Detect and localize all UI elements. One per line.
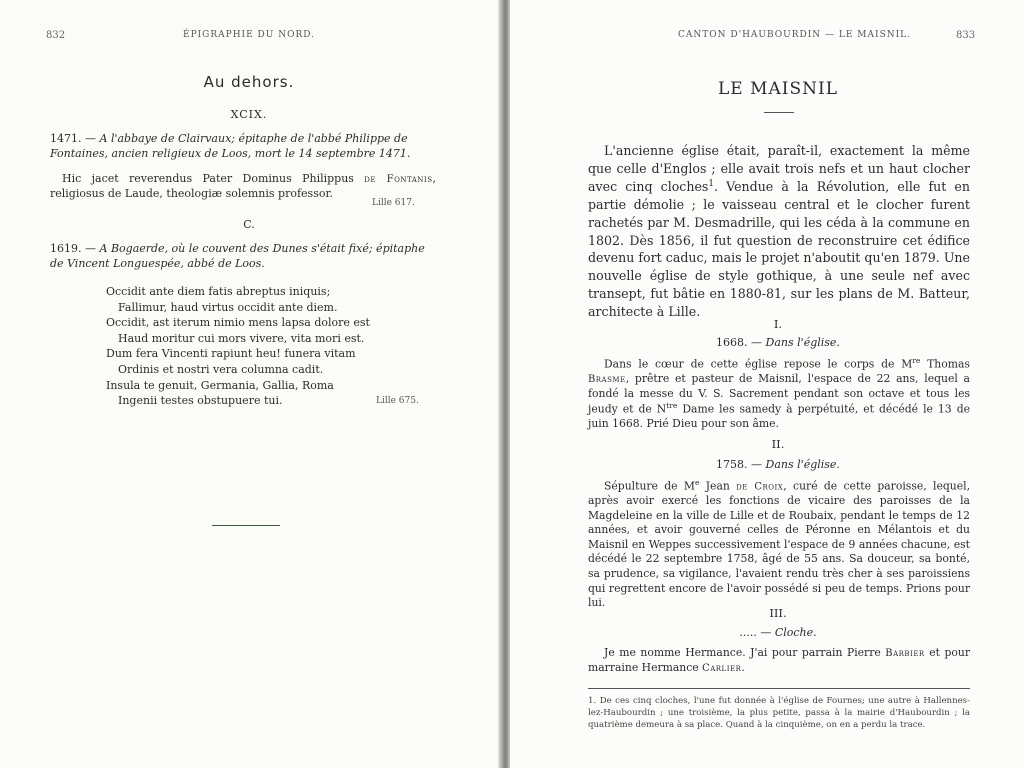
- verse-block: [106, 284, 426, 409]
- entry-date: 1471.: [50, 132, 82, 145]
- section-heading: ..... — Cloche.: [739, 626, 817, 639]
- verse-line: Occidit ante diem fatis abreptus iniquis;: [106, 285, 331, 298]
- entry-heading-text: A Bogaerde, où le couvent des Dunes s'était fixé; épitaphe de Vincent Longuespée, abbé de Loos.: [50, 242, 425, 270]
- title-rule: [764, 112, 794, 113]
- intro-paragraph: L'ancienne église était, paraît-il, exactement la même que celle d'Englos ; elle avait trois nefs et un haut clocher avec cinq cloches$^1$. Vendue à la Révolution, elle fut en partie démolie ; le vaisseau central et le clocher furent rachetés par M. Desmadrille, qui les céda à la commune en 1802. Dès 1856, il fut question de reconstruire cet édifice devenu fort caduc, mais le projet n'aboutit qu'en 1879. Une nouvelle église de style gothique, à une seule nef avec transept, fut bâtie en 1880-81, sur les plans de M. Batteur, architecte à Lille.: [588, 143, 970, 320]
- verse-line: Haud moritur cui mors vivere, vita mori est.: [118, 331, 365, 345]
- section-numeral: I.: [773, 317, 783, 331]
- verse-line: Dum fera Vincenti rapiunt heu! funera vitam: [106, 347, 356, 361]
- chapter-title: LE MAISNIL: [717, 79, 839, 99]
- section-heading: 1758. — Dans l'église.: [716, 458, 840, 471]
- epitaph-text: Hic jacet reverendus Pater Dominus Philippus de Fontanis, religiosus de Laude, theologiæ solemnis professor.: [50, 172, 436, 200]
- right-page: [510, 0, 1024, 768]
- source-ref: Lille 675.: [376, 396, 419, 406]
- inscription-text: Sépulture de Me Jean de Croix, curé de cette paroisse, lequel, après avoir exercé les fonctions de vicaire des paroisses de la Magdeleine en la ville de Lille et de Roubaix, pendant le temps de 12 années, et avoir gouverné celles de Péronne en Mélantois et du Maisnil en Weppes successivement l'espace de 9 années chacune, est décédé le 22 septembre 1758, âgé de 55 ans. Sa douceur, sa bonté, sa prudence, sa vigilance, l'avaient rendu très cher à ses paroissiens qui regrettent encore de l'avoir possédé si peu de temps. Prions pour lui.: [588, 478, 970, 610]
- section-heading: 1668. — Dans l'église.: [716, 336, 840, 349]
- verse-line: Ingenii testes obstupuere tui.: [118, 394, 283, 408]
- source-ref: Lille 617.: [372, 198, 415, 208]
- verse-line: Ordinis et nostri vera columna cadit.: [118, 363, 324, 377]
- footnote-rule: [588, 688, 970, 689]
- entry-heading: 1619. — A Bogaerde, où le couvent des Dunes s'était fixé; épitaphe de Vincent Longuespée, abbé de Loos.: [50, 242, 425, 270]
- entry-numeral: XCIX.: [230, 108, 268, 121]
- verse-line: Insula te genuit, Germania, Gallia, Roma: [106, 378, 334, 392]
- footnote-ref: 1: [708, 178, 714, 189]
- inscription-text: Dans le cœur de cette église repose le corps de Mre Thomas Brasme, prêtre et pasteur de Maisnil, l'espace de 22 ans, lequel a fondé la messe du V. S. Sacrement pendant son octave et tous les jeudy et de $N^{tre}$ Dame les samedy à perpétuité, et décédé le 13 de juin 1668. Prié Dieu pour son âme.: [588, 356, 970, 431]
- footnote: 1. De ces cinq cloches, l'une fut donnée à l'église de Fournes; une autre à Hallennes-lez-Haubourdin ; une troisième, la plus petite, passa à la mairie d'Haubourdin ; la quatrième demeura à sa place. Quand à la cinquième, on en a perdu la trace.: [588, 696, 970, 730]
- end-rule: [212, 525, 280, 526]
- page-number-right: 833: [956, 30, 976, 41]
- verse-line: Occidit, ast iterum nimio mens lapsa dolore est: [106, 316, 370, 330]
- entry-heading: 1471. — A l'abbaye de Clairvaux; épitaphe de l'abbé Philippe de Fontaines, ancien religieux de Loos, mort le 14 septembre 1471.: [50, 132, 411, 160]
- entry-heading-text: A l'abbaye de Clairvaux; épitaphe de l'abbé Philippe de Fontaines, ancien religieux de Loos, mort le 14 septembre 1471.: [50, 132, 411, 160]
- page-number-left: 832: [46, 30, 66, 41]
- running-head-left: ÉPIGRAPHIE DU NORD.: [183, 30, 315, 40]
- inscription-text: Je me nomme Hermance. J'ai pour parrain Pierre Barbier et pour marraine Hermance Carlier.: [588, 646, 971, 674]
- section-title: Au dehors.: [203, 73, 295, 91]
- section-numeral: III.: [769, 606, 787, 620]
- entry-numeral: C.: [243, 218, 255, 231]
- entry-date: 1619.: [50, 242, 82, 255]
- section-numeral: II.: [771, 437, 785, 451]
- verse-line: Fallimur, haud virtus occidit ante diem.: [118, 300, 338, 314]
- left-page: [0, 0, 498, 768]
- running-head-right: CANTON D'HAUBOURDIN — LE MAISNIL.: [678, 30, 911, 40]
